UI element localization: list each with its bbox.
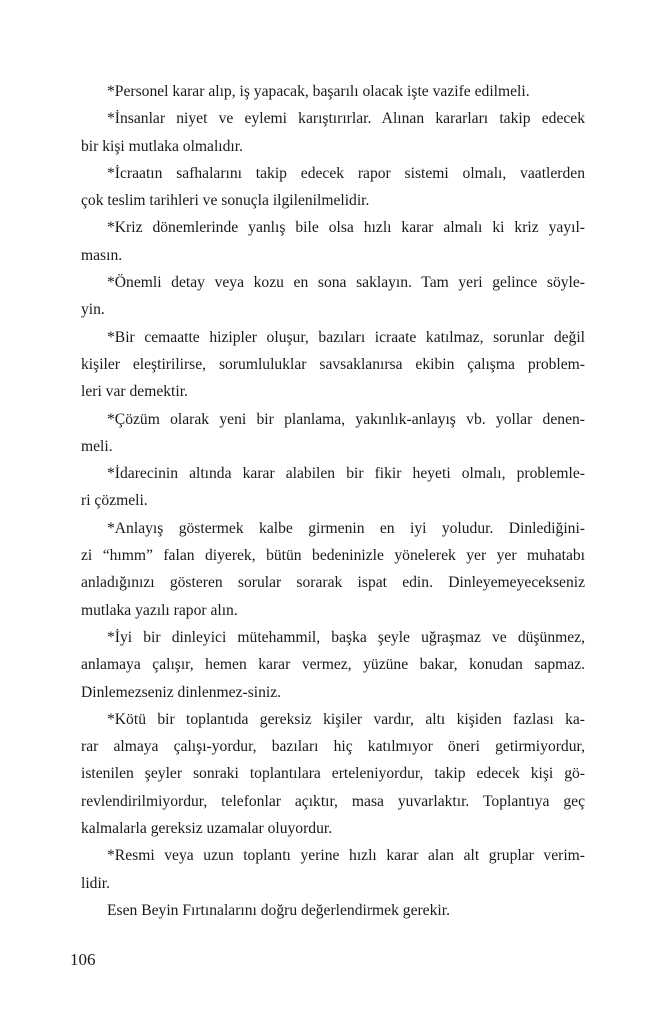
text-line: *İnsanlar niyet ve eylemi karıştırırlar. Alınan kararları takip edecek xyxy=(107,110,585,128)
text-line: anlamaya çalışır, hemen karar vermez, yüzüne bakar, konudan sapmaz. xyxy=(81,656,585,674)
text-line: anladığınızı gösteren sorular sorarak ispat edin. Dinleyemeyecekseniz xyxy=(81,574,585,592)
text-line: *Resmi veya uzun toplantı yerine hızlı karar alan alt gruplar verim- xyxy=(107,847,585,865)
text-line: leri var demektir. xyxy=(81,383,188,401)
text-line: Dinlemezseniz dinlenmez-siniz. xyxy=(81,683,282,701)
text-line: bir kişi mutlaka olmalıdır. xyxy=(81,137,243,155)
text-line: lidir. xyxy=(81,874,111,892)
page-number: 106 xyxy=(70,950,96,969)
text-line: kişiler eleştirilirse, sorumluluklar savsaklanırsa ekibin çalışma problem- xyxy=(81,355,585,373)
text-line: *Çözüm olarak yeni bir planlama, yakınlık-anlayış vb. yollar denen- xyxy=(107,410,585,428)
text-line: *Anlayış göstermek kalbe girmenin en iyi yoludur. Dinlediğini- xyxy=(107,519,585,537)
text-line: *İyi bir dinleyici mütehammil, başka şeyle uğraşmaz ve düşünmez, xyxy=(107,628,585,646)
text-line: zi “hımm” falan diyerek, bütün bedeninizle yönelerek yer yer muhatabı xyxy=(81,547,585,565)
text-line: *Kötü bir toplantıda gereksiz kişiler vardır, altı kişiden fazlası ka- xyxy=(107,710,585,728)
text-line: ri çözmeli. xyxy=(81,492,148,510)
text-line: kalmalarla gereksiz uzamalar oluyordur. xyxy=(81,820,333,838)
page-text xyxy=(81,78,585,924)
text-line: *İcraatın safhalarını takip edecek rapor sistemi olmalı, vaatlerden xyxy=(107,164,585,182)
text-line: rar almaya çalışı-yordur, bazıları hiç katılmıyor öneri getirmiyordur, xyxy=(81,738,585,756)
text-line: *Bir cemaatte hizipler oluşur, bazıları icraate katılmaz, sorunlar değil xyxy=(107,328,585,346)
text-line: çok teslim tarihleri ve sonuçla ilgilenilmelidir. xyxy=(81,192,370,210)
text-line: *Önemli detay veya kozu en sona saklayın. Tam yeri gelince söyle- xyxy=(107,274,585,292)
text-line: meli. xyxy=(81,437,113,455)
text-line: revlendirilmiyordur, telefonlar açıktır, masa yuvarlaktır. Toplantıya geç xyxy=(81,792,585,810)
text-line: Esen Beyin Fırtınalarını doğru değerlendirmek gerekir. xyxy=(107,901,450,919)
text-line: istenilen şeyler sonraki toplantılara erteleniyordur, takip edecek kişi gö- xyxy=(81,765,585,783)
text-line: yin. xyxy=(81,301,105,319)
text-line: mutlaka yazılı rapor alın. xyxy=(81,601,238,619)
text-line: *Kriz dönemlerinde yanlış bile olsa hızlı karar almalı ki kriz yayıl- xyxy=(107,219,585,237)
text-line: *Personel karar alıp, iş yapacak, başarılı olacak işte vazife edilmeli. xyxy=(107,83,530,100)
text-line: masın. xyxy=(81,246,123,264)
text-line: *İdarecinin altında karar alabilen bir fikir heyeti olmalı, problemle- xyxy=(107,465,585,483)
